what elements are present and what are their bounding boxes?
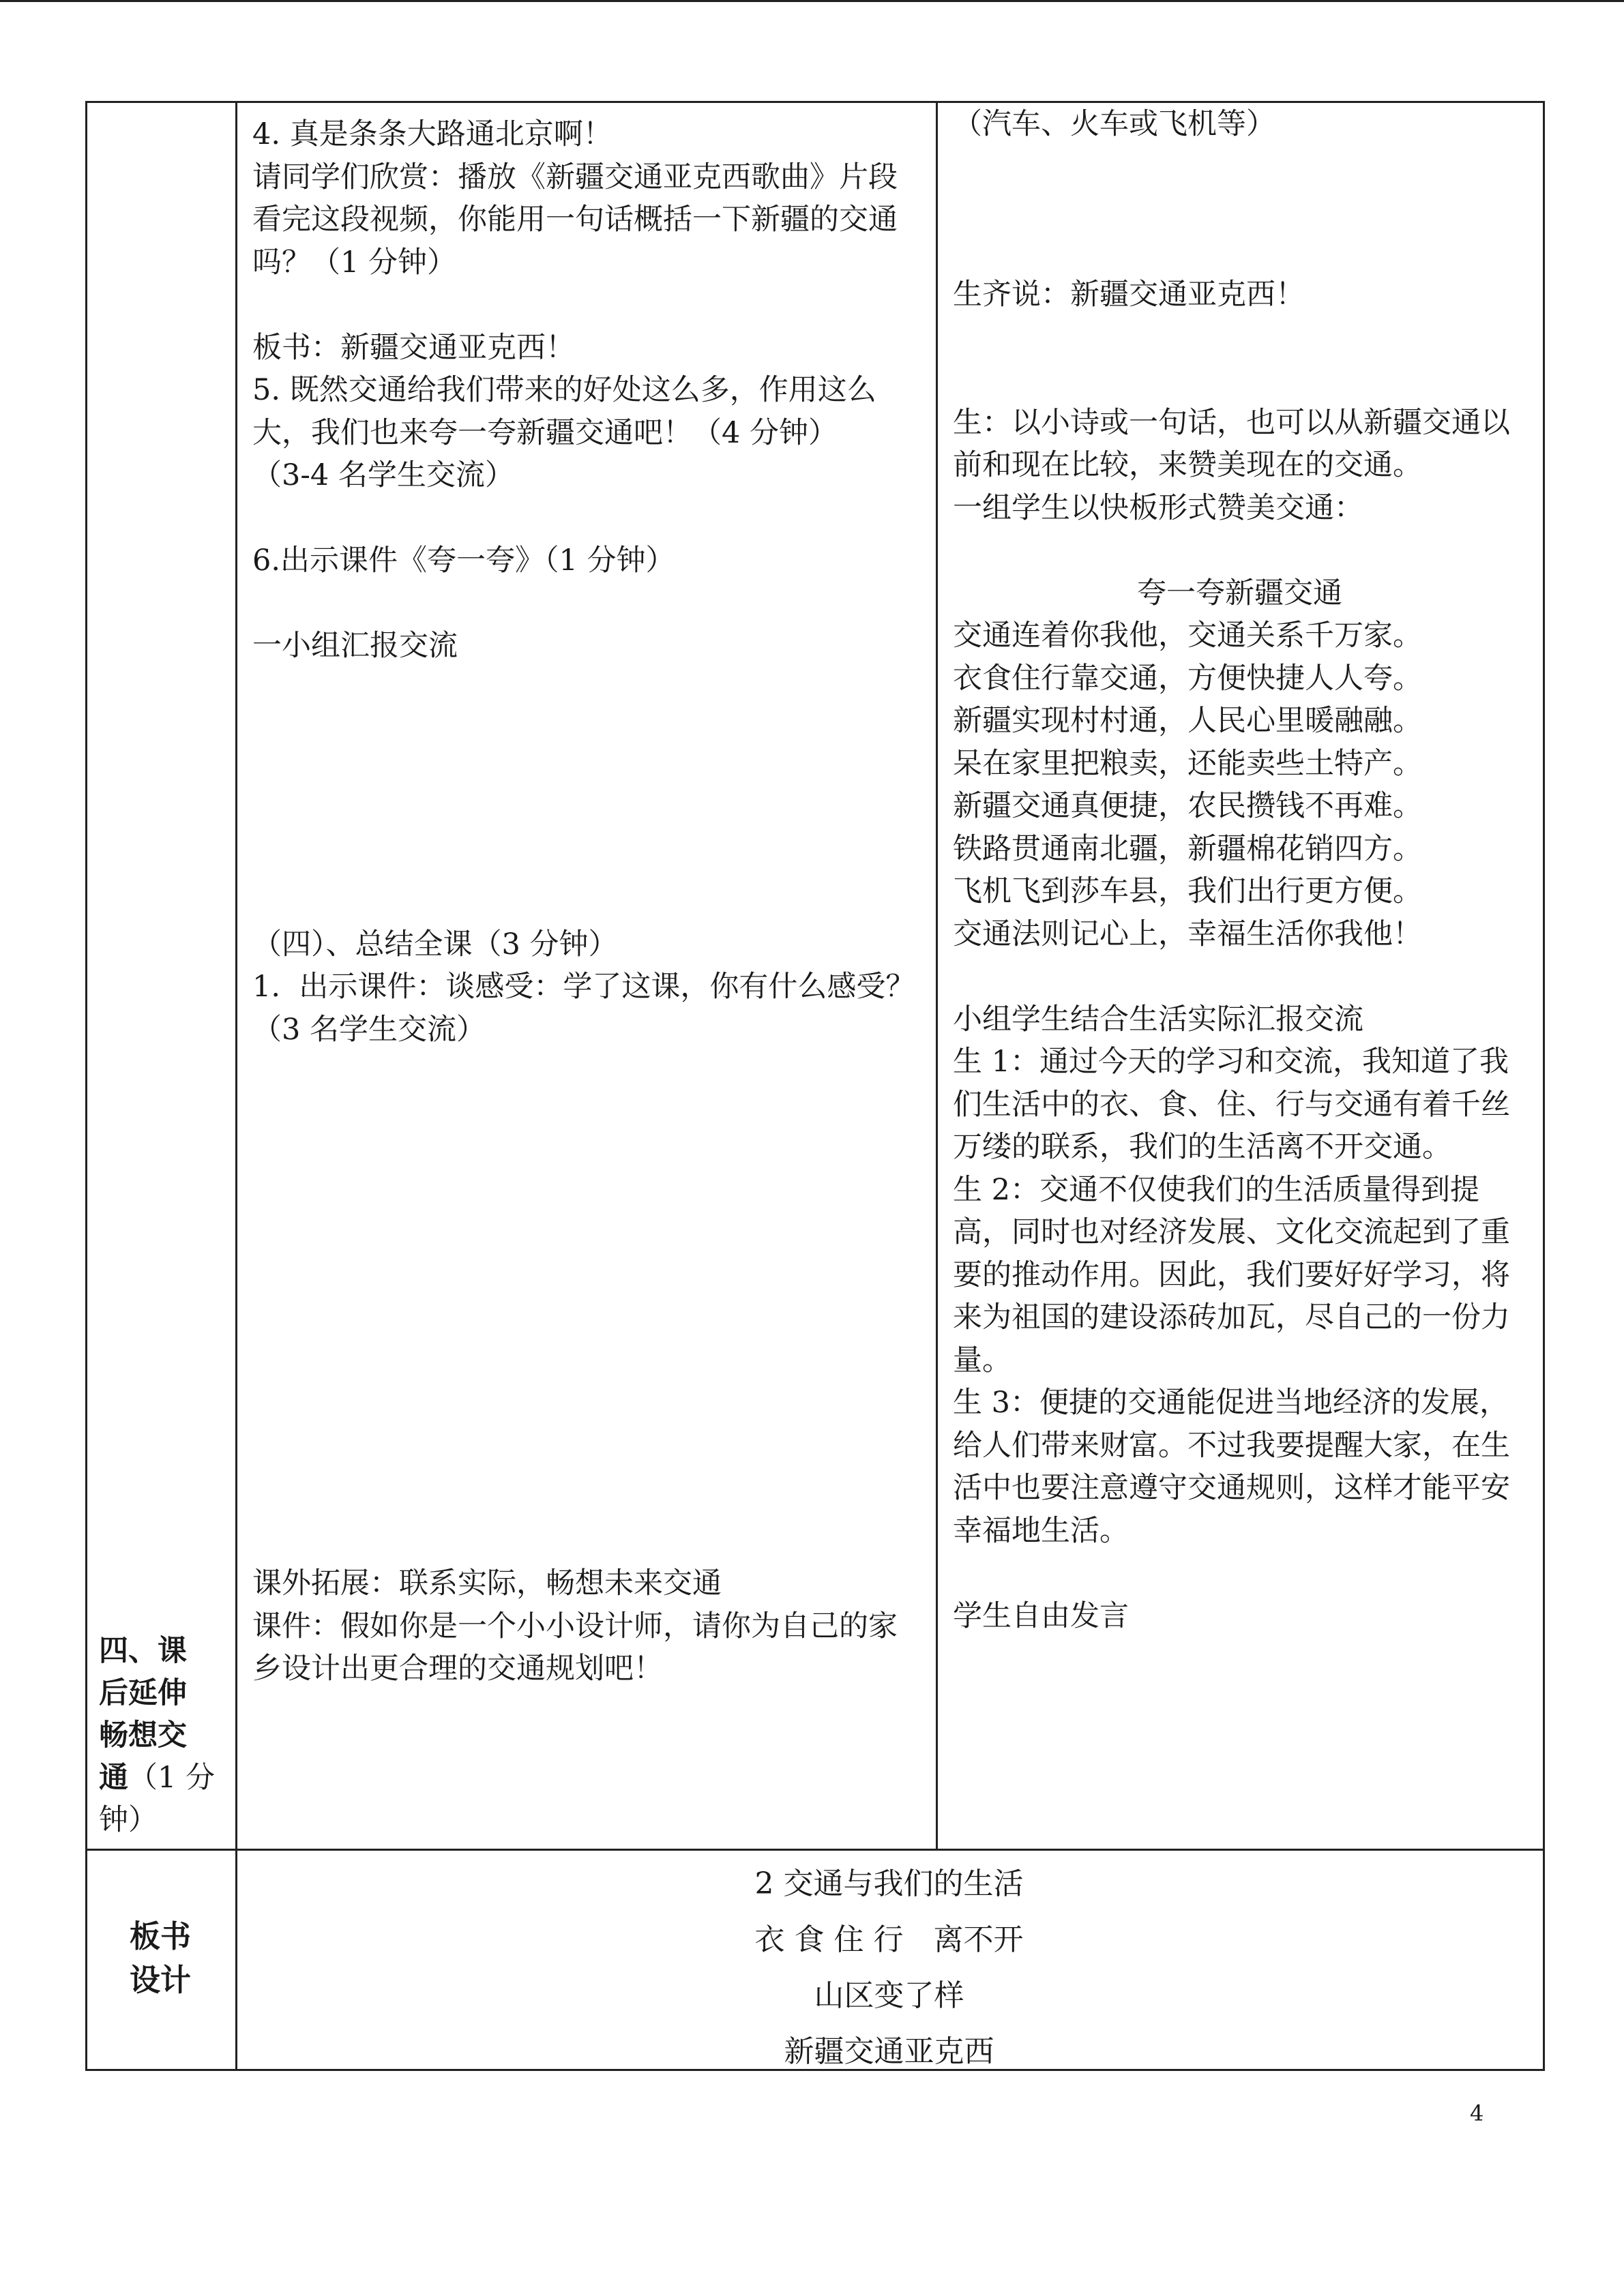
student-activity-text	[938, 103, 1543, 1637]
board-line-2: 衣 食 住 行 离不开	[754, 1922, 1024, 1957]
stage-label-line1: 四、课	[99, 1634, 187, 1668]
student-activity-cell	[937, 102, 1544, 1850]
board-line-title: 2 交通与我们的生活	[754, 1866, 1024, 1901]
board-design-content	[235, 1856, 1543, 2080]
stage-label-line4-rest: （1 分	[128, 1761, 216, 1795]
stage-label-line2: 后延伸	[99, 1676, 187, 1710]
board-design-label	[85, 1915, 235, 2002]
board-line-4: 新疆交通亚克西	[784, 2034, 994, 2069]
top-rule	[0, 0, 1624, 2]
board-label-line2: 设计	[129, 1962, 191, 1998]
page-number: 4	[1470, 2100, 1484, 2126]
student-activity-part1: （汽车、火车或飞机等） 生齐说：新疆交通亚克西！ 生：以小诗或一句话，也可以从新疆交通以前和现在比较，来赞美现在的交通。 一组学生以快板形式赞美交通：	[953, 107, 1510, 525]
teacher-activity-text: 4. 真是条条大路通北京啊！ 请同学们欣赏：播放《新疆交通亚克西歌曲》片段 看完这段视频，你能用一句话概括一下新疆的交通吗？（1 分钟） 板书：新疆交通亚克西！ 5. 既然交通给我们带来的好处这么多，作用这么大，我们也来夸一夸新疆交通吧！（4 分钟） （3-4 名学生交流） 6.出示课件《夸一夸》（1 分钟） 一小组汇报交流 （四）、总结全课（3 分钟） 1. 出示课件：谈感受：学了这课，你有什么感受？ （3 名学生交流） 课外拓展：联系实际，畅想未来交通 课件：假如你是一个小小设计师，请你为自己的家乡设计出更合理的交通规划吧！	[252, 117, 915, 1686]
stage-cell	[87, 102, 237, 1850]
stage-label-line4	[99, 1757, 228, 1799]
table-row-lesson-steps	[87, 102, 1544, 1850]
board-label-line1: 板书	[129, 1918, 191, 1954]
teacher-activity-cell	[237, 102, 937, 1850]
stage-label-line3: 畅想交	[99, 1718, 187, 1753]
stage-label-line5: 钟）	[99, 1803, 158, 1837]
board-line-3: 山区变了样	[814, 1978, 964, 2013]
stage-label-line4-bold: 通	[99, 1761, 128, 1795]
poem-title: 夸一夸新疆交通	[1137, 576, 1342, 610]
stage-label	[99, 1630, 228, 1841]
lesson-plan-table	[85, 101, 1545, 2071]
student-activity-part2: 交通连着你我他，交通关系千万家。 衣食住行靠交通，方便快捷人人夸。 新疆实现村村通，人民心里暖融融。 呆在家里把粮卖，还能卖些土特产。 新疆交通真便捷，农民攒钱不再难。 铁路贯通南北疆，新疆棉花销四方。 飞机飞到莎车县，我们出行更方便。 交通法则记心上，幸福生活你我他！ 小组学生结合生活实际汇报交流 生 1：通过今天的学习和交流，我知道了我们生活中的衣、食、住、行与交通有着千丝万缕的联系，我们的生活离不开交通。 生 2：交通不仅使我们的生活质量得到提高，同时也对经济发展、文化交流起到了重要的推动作用。因此，我们要好好学习，将来为祖国的建设添砖加瓦，尽自己的一份力量。 生 3：便捷的交通能促进当地经济的发展，给人们带来财富。不过我要提醒大家，在生活中也要注意遵守交通规则，这样才能平安幸福地生活。 学生自由发言	[953, 618, 1510, 1633]
